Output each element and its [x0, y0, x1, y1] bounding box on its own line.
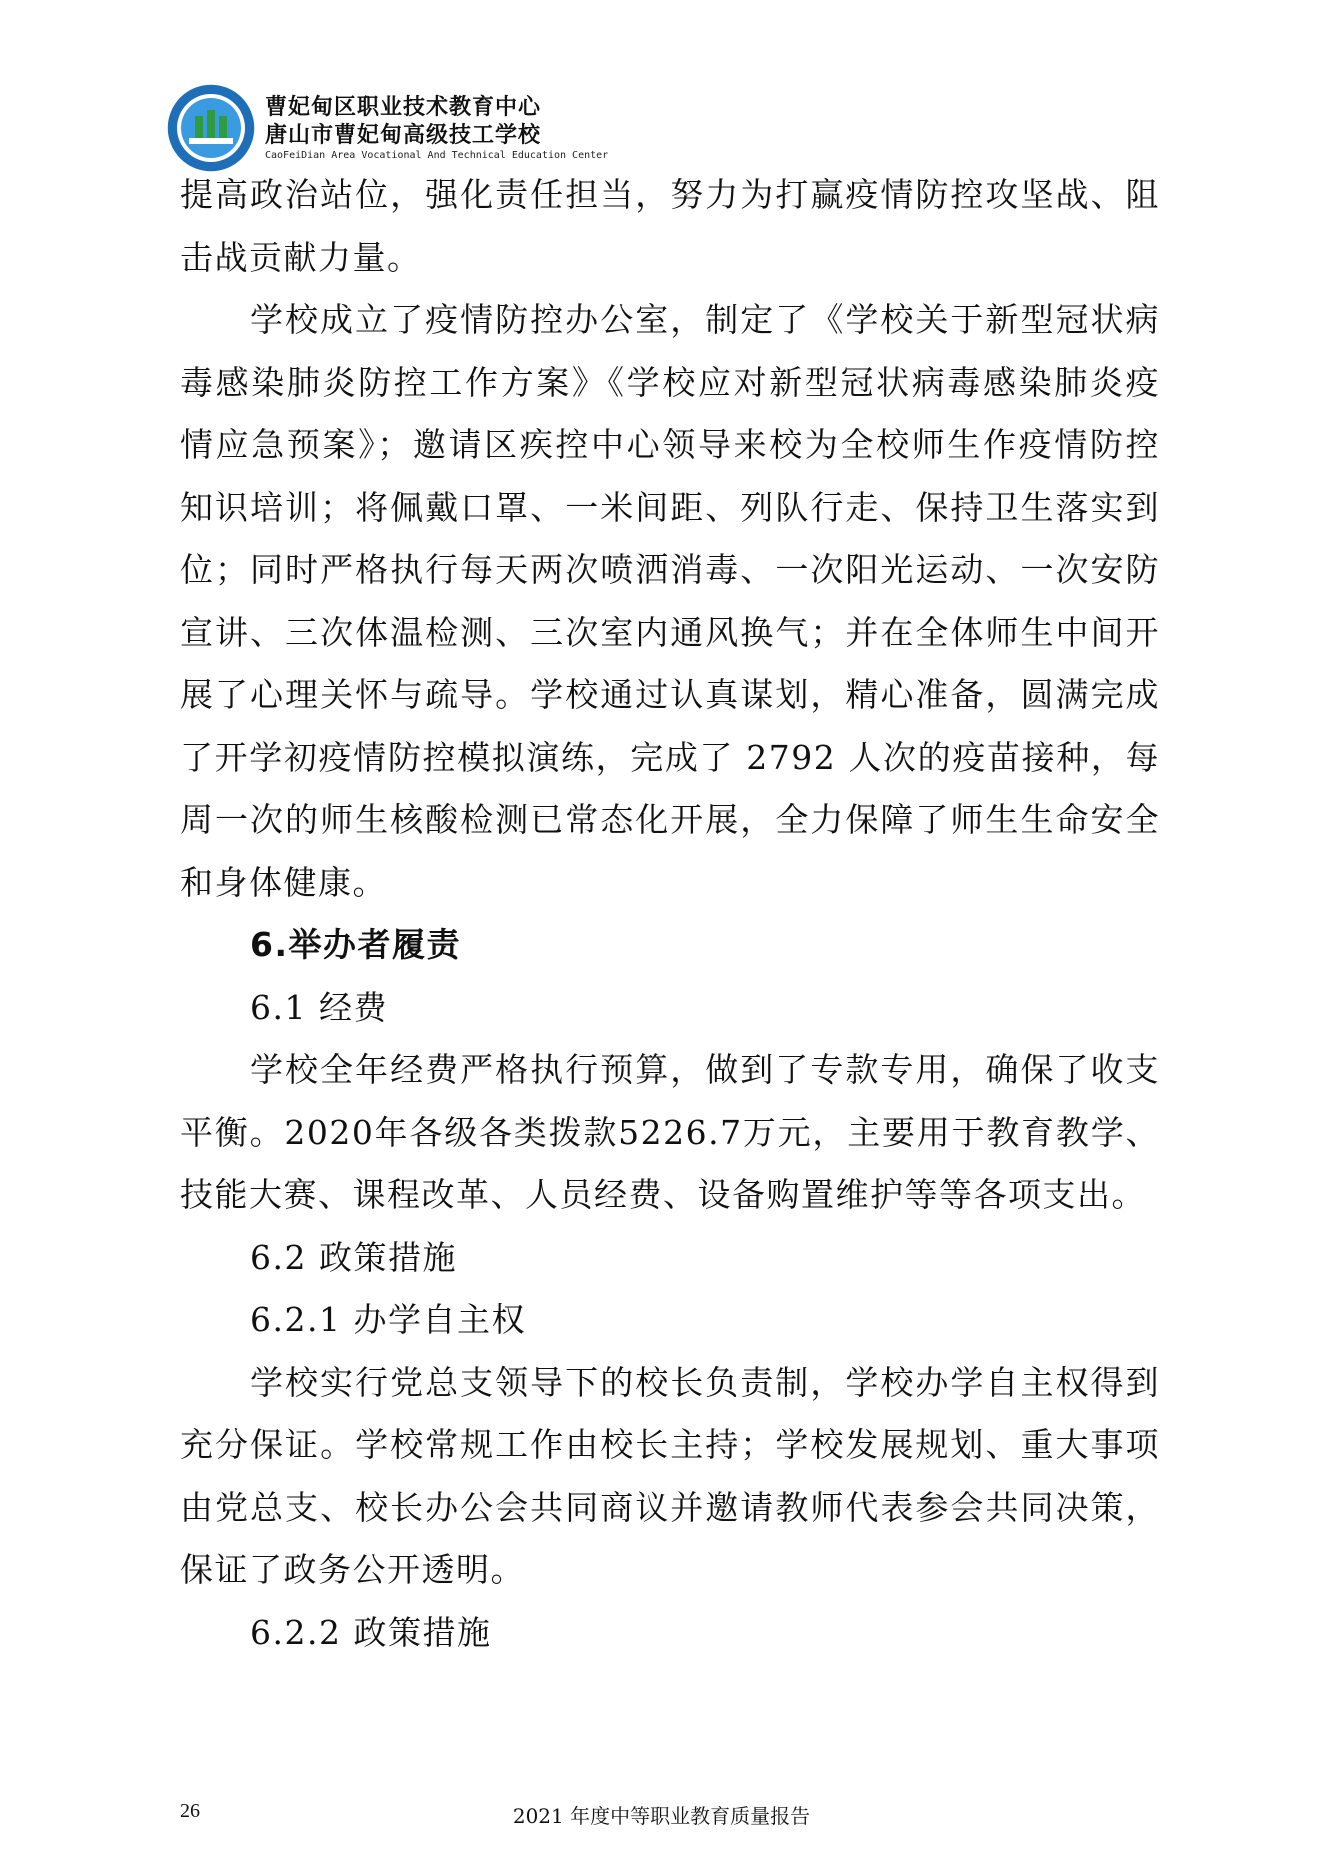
- paragraph-4: 学校实行党总支领导下的校长负责制，学校办学自主权得到充分保证。学校常规工作由校长主持；学校发展规划、重大事项由党总支、校长办公会共同商议并邀请教师代表参会共同决策，保证了政务公开透明。: [180, 1362, 1160, 1589]
- page-header: [165, 82, 685, 172]
- paragraph-1: 提高政治站位，强化责任担当，努力为打赢疫情防控攻坚战、阻击战贡献力量。: [180, 175, 1160, 277]
- subsection-heading-6-2-2: 6.2.2 政策措施: [250, 1612, 492, 1652]
- section-heading-6: 6.举办者履责: [250, 925, 461, 964]
- org-name-en: CaoFeiDian Area Vocational And Technical Education Center: [265, 150, 609, 161]
- subsection-heading-6-2-1: 6.2.1 办学自主权: [250, 1300, 526, 1339]
- document-body: [180, 164, 1160, 1664]
- org-name-cn-1: 曹妃甸区职业技术教育中心: [265, 95, 542, 120]
- paragraph-2: 学校成立了疫情防控办公室，制定了《学校关于新型冠状病毒感染肺炎防控工作方案》《学校应对新型冠状病毒感染肺炎疫情应急预案》；邀请区疾控中心领导来校为全校师生作疫情防控知识培训；将佩戴口罩、一米间距、列队行走、保持卫生落实到位；同时严格执行每天两次喷洒消毒、一次阳光运动、一次安防宣讲、三次体温检测、三次室内通风换气；并在全体师生中间开展了心理关怀与疏导。学校通过认真谋划，精心准备，圆满完成了开学初疫情防控模拟演练，完成了 2792 人次的疫苗接种，每周一次的师生核酸检测已常态化开展，全力保障了师生生命安全和身体健康。: [180, 300, 1160, 902]
- school-logo-icon: [165, 82, 257, 174]
- paragraph-3: 学校全年经费严格执行预算，做到了专款专用，确保了收支平衡。2020年各级各类拨款5226.7万元，主要用于教育教学、技能大赛、课程改革、人员经费、设备购置维护等等各项支出。: [180, 1050, 1160, 1214]
- org-name-cn-2: 唐山市曹妃甸高级技工学校: [265, 123, 542, 148]
- footer-report-title: 2021 年度中等职业教育质量报告: [512, 1804, 811, 1828]
- page-number: 26: [180, 1800, 200, 1822]
- subsection-heading-6-1: 6.1 经费: [250, 987, 388, 1027]
- subsection-heading-6-2: 6.2 政策措施: [250, 1237, 457, 1277]
